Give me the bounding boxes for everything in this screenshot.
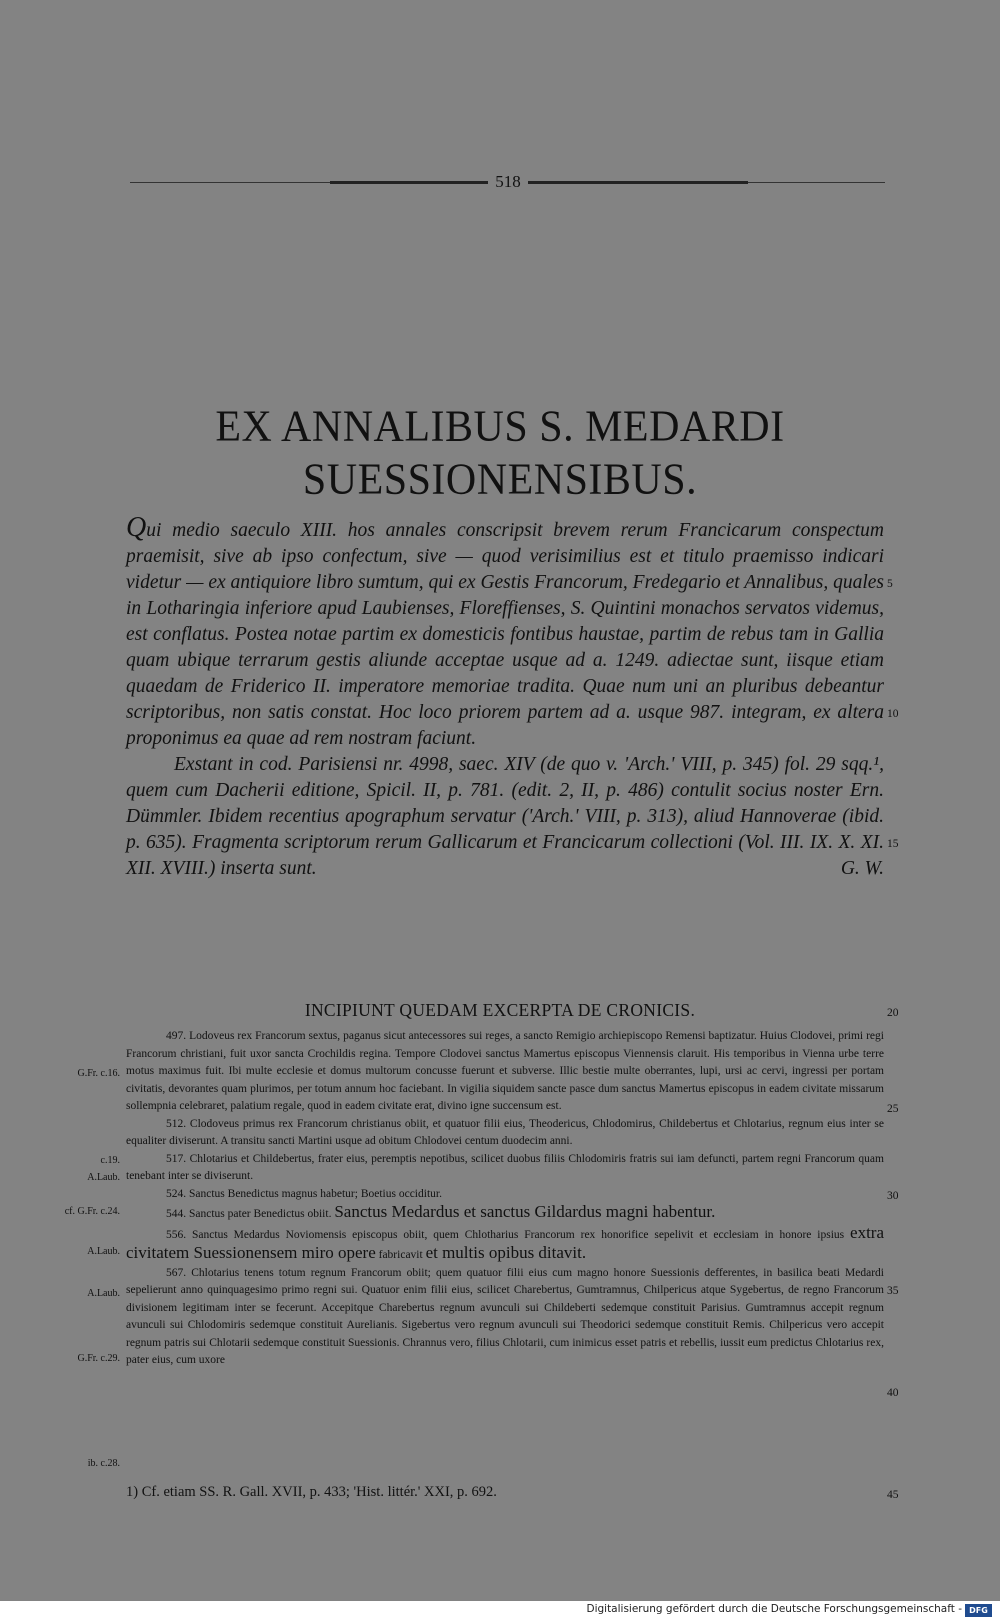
line-number: 20: [887, 1007, 899, 1019]
intro-text: [126, 512, 884, 882]
chronicle-entries: [126, 1028, 884, 1370]
intro-paragraph-2: [126, 752, 884, 882]
margin-note: G.Fr. c.16.: [77, 1068, 120, 1079]
entry-556-addition-1: extra civitatem Suessionensem miro opere: [126, 1222, 885, 1262]
header-rule-right: [528, 181, 748, 184]
entry-544-addition: Sanctus Medardus et sanctus Gildardus magni habentur.: [334, 1202, 716, 1221]
section-heading: INCIPIUNT QUEDAM EXCERPTA DE CRONICIS.: [304, 1000, 696, 1020]
intro-paragraph-1-body: ui medio saeculo XIII. hos annales conscripsit brevem rerum Francicarum conspectum praemisit, sive ab ipso confectum, sive — quod verisimilius est et titulo praemisso indicari videtur — ex antiquiore libro sumtum, qui ex Gestis Francorum, Fredegario et Annalibus, quales in Lotharingia inferiore apud Laubienses, Floreffienses, S. Quintini monachos servatos videmus, est conflatus. Postea notae partim ex domesticis fontibus haustae, partim de rebus tam in Gallia quam ubique terrarum gestis aliunde acceptae usque ad a. 1249. adiectae sunt, iisque etiam quaedam de Friderico II. imperatore memoriae tradita. Quae num uni an pluribus debeantur scriptoribus, non satis constat. Hoc loco priorem partem ad a. usque 987. integram, ex altera proponimus ea quae ad rem nostram faciunt.: [126, 520, 884, 749]
title-line-2: SUESSIONENSIBUS.: [302, 455, 698, 505]
header-rule-right-thin: [748, 182, 885, 183]
entry-524: 524. Sanctus Benedictus magnus habetur; Boetius occiditur.: [166, 1187, 442, 1200]
entry-556-text: 556. Sanctus Medardus Noviomensis episcopus obiit, quem Chlotharius Francorum rex honorifice sepelivit et ecclesiam in honore ipsius: [166, 1228, 845, 1241]
dropcap: Q: [126, 512, 147, 543]
entry-544: [126, 1203, 884, 1224]
entry-497: 497. Lodoveus rex Francorum sextus, paganus sicut antecessores sui reges, a sancto Remigio archiepiscopo Remensi baptizatur. Huius Clodovei, primi regi Francorum christiani, fuit uxor sancta Crochildis regina. Tempore Clodovei sanctus Mamertus episcopus Viennensis claruit. His temporibus in Vienna urbe terre motus maximus fuit. Ibi multe ecclesie et domus multorum concusse fuerunt et subverse. Illic bestie multe oberrantes, lupi, ursi ac cervi, ingressi per portam civitatis, devorantes quam plurimos, per totum annum hoc faciebant. In vigilia siquidem sancte pasce dum sanctus Mamertus episcopus in eadem civitate missarum sollempnia celebraret, palatium regale, quod in eadem civitate erat, divino igne succensum est.: [126, 1030, 884, 1112]
margin-note: A.Laub.: [87, 1172, 120, 1183]
intro-paragraph-1: [126, 512, 884, 752]
line-number: 40: [887, 1387, 899, 1399]
signature: G. W.: [840, 858, 884, 879]
margin-note: G.Fr. c.29.: [77, 1353, 120, 1364]
page-number: 518: [488, 172, 528, 192]
dfg-footer-bar: [0, 1601, 1000, 1620]
entry-556: [126, 1224, 884, 1265]
line-number: 45: [887, 1489, 899, 1501]
entry-512: 512. Clodoveus primus rex Francorum christianus obiit, et quatuor filii eius, Theodericus, Chlodomirus, Childebertus et Chlotarius, regnum eius inter se equaliter diviserunt. A transitu sancti Martini usque ad obitum Chlodovei centum duodecim anni.: [126, 1117, 884, 1147]
line-number: 15: [887, 838, 899, 850]
line-number: 10: [887, 708, 899, 720]
footnote: 1) Cf. etiam SS. R. Gall. XVII, p. 433; 'Hist. littér.' XXI, p. 692.: [126, 1484, 497, 1500]
line-number: 35: [887, 1285, 899, 1297]
entry-544-text: 544. Sanctus pater Benedictus obiit.: [166, 1208, 332, 1220]
entry-556-addition-2: et multis opibus ditavit.: [425, 1243, 587, 1262]
title-line-1: EX ANNALIBUS S. MEDARDI: [215, 402, 785, 452]
dfg-credit: Digitalisierung gefördert durch die Deutsche Forschungsgemeinschaft -: [586, 1603, 962, 1615]
margin-note: cf. G.Fr. c.24.: [64, 1206, 120, 1217]
margin-note: A.Laub.: [87, 1288, 120, 1299]
intro-paragraph-2-body: Exstant in cod. Parisiensi nr. 4998, saec. XIV (de quo v. 'Arch.' VIII, p. 345) fol. 29 sqq.¹, quem cum Dacherii editione, Spicil. II, p. 781. (edit. 2, II, p. 486) contulit socius noster Ern. Dümmler. Ibidem recentius apographum servatur ('Arch.' VIII, p. 313), aliud Hannoverae (ibid. p. 635). Fragmenta scriptorum rerum Gallicarum et Francicarum collectioni (Vol. III. IX. X. XI. XII. XVIII.) inserta sunt.: [126, 754, 884, 879]
margin-note: c.19.: [100, 1155, 120, 1166]
margin-note: A.Laub.: [87, 1246, 120, 1257]
line-number: 25: [887, 1103, 899, 1115]
header-rule-left: [330, 181, 488, 184]
line-number: 5: [887, 578, 893, 590]
entry-567: 567. Chlotarius tenens totum regnum Francorum obiit; quem quatuor filii eius cum magno honore Suessionis defferentes, in basilica beati Medardi sepelierunt anno quinquagesimo primo regni sui. Quatuor enim filii eius, scilicet Charebertus, Gumtramnus, Chilpericus atque Sygebertus, de regno Francorum divisionem legitimam inter se fecerunt. Accepitque Charebertus regnum avunculi sui Childeberti sedemque constituit Parisius. Gumtramnus accepit regnum avunculi sui Chlodomiris sedemque constituit Aurelianis. Sigebertus vero regnum avunculi sui Theodorici sedemque constituit Remis. Chilpericus vero accepit regnum patris sui Chlotarii sedemque constituit Suessionis. Chrannus vero, filius Chlotarii, cum inimicus esset patris et rebellis, iussit eum predictus Chlotarius rex, pater eius, cum uxore: [126, 1266, 884, 1366]
dfg-logo: DFG: [965, 1604, 992, 1617]
entry-556-text-2: fabricavit: [378, 1249, 423, 1261]
entry-517: 517. Chlotarius et Childebertus, frater eius, peremptis nepotibus, scilicet duobus filiis Chlodomiris fratris sui iam defuncti, partem regni Francorum quam tenebant inter se diviserunt.: [126, 1152, 884, 1182]
line-number: 30: [887, 1190, 899, 1202]
header-rule-left-thin: [130, 182, 330, 183]
page-number-row: [130, 172, 885, 192]
margin-note: ib. c.28.: [87, 1458, 120, 1469]
